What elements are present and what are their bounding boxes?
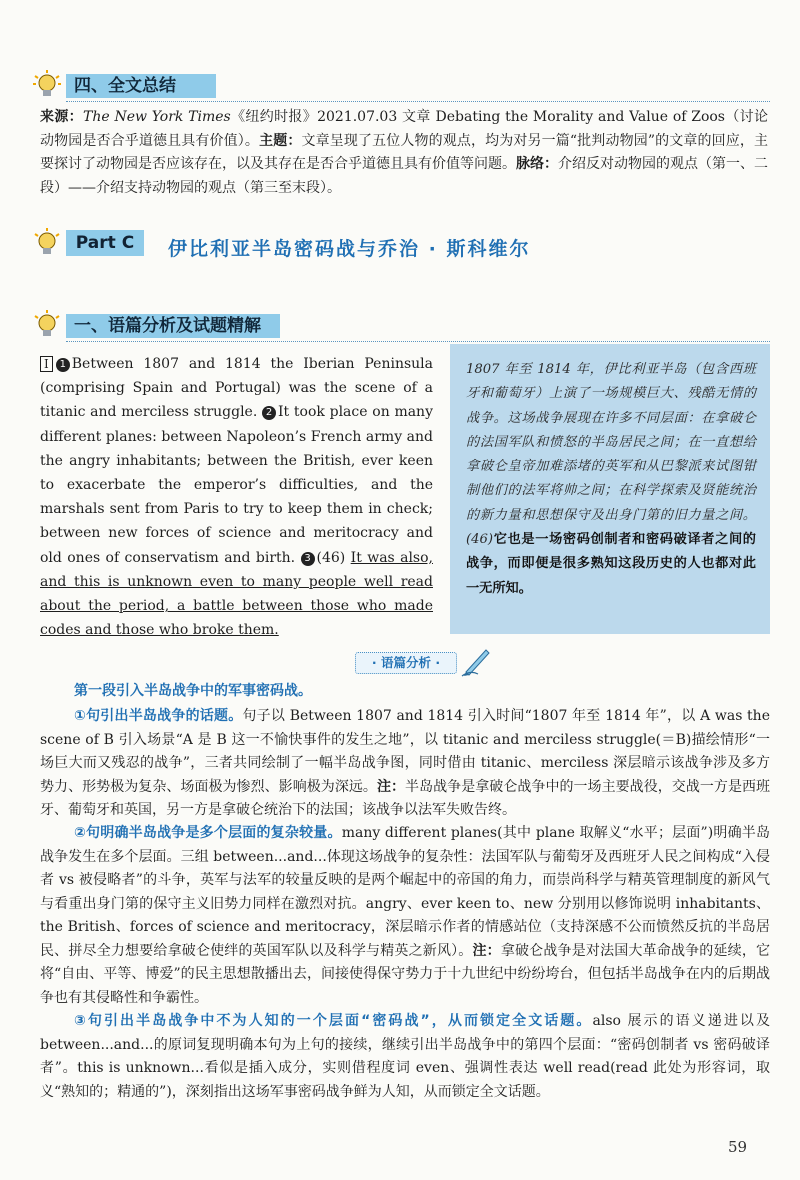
theme-label: 主题： [259, 132, 302, 149]
analysis-paragraph-summary [74, 680, 770, 704]
note-label: 注： [472, 942, 501, 959]
part-title: 伊比利亚半岛密码战与乔治 · 斯科维尔 [168, 238, 531, 260]
analysis-title: ①句引出半岛战争的话题。 [74, 708, 243, 724]
analysis-sentence-1 [40, 705, 770, 823]
question-number: (46) [316, 549, 346, 566]
paragraph-number: I [40, 356, 53, 372]
note-label: 注： [376, 778, 406, 795]
section-title: 四、全文总结 [66, 74, 216, 98]
summary-paragraph [40, 106, 768, 200]
divider [66, 101, 770, 102]
passage-paragraph [40, 352, 433, 642]
analysis-text: also 展示的语义递进以及 between...and...的原词复现明确本句为上句的接续，继续引出半岛战争中的第四个层面：“密码创制者 vs 密码破译者”。this is unknown...看似是插入成分，实则借程度词 even、强调性表达 well read(read 此处为形容词，取义“熟知的；精通的”)，深刻指出这场军事密码战争鲜为人知，从而锁定全文话题。 [40, 1013, 770, 1100]
translation-box [450, 344, 770, 634]
lightbulb-icon [30, 226, 64, 260]
sentence-number: 1 [56, 358, 70, 372]
outline-text: 介绍反对动物园的观点（第一、二段）——介绍支持动物园的观点（第三至末段）。 [40, 156, 768, 196]
sentence-1: Between 1807 and 1814 the Iberian Peninsula (comprising Spain and Portugal) was the scene of a titanic and merciless struggle. [40, 356, 433, 421]
sentence-2: It took place on many different planes: between Napoleon’s French army and the angry inhabitants; between the British, ever keen to exacerbate the emperor’s difficulties, and the marshals sent from Paris to try to keep them in check; between new forces of science and meritocracy and old ones of conservatism and birth. [40, 404, 433, 566]
part-label: Part C [66, 230, 144, 256]
section-title: 一、语篇分析及试题精解 [66, 314, 280, 338]
sentence-number: 2 [262, 406, 276, 420]
part-c-heading [30, 226, 770, 262]
note-text: 拿破仑战争是对法国大革命战争的延续，它将“自由、平等、博爱”的民主思想散播出去，间接使得保守势力于十九世纪中纷纷垮台，但包括半岛战争在内的后期战争也有其侵略性和争霸性。 [40, 942, 771, 1006]
lightbulb-icon [30, 308, 64, 342]
analysis-sentence-2 [40, 822, 770, 1010]
page-number: 59 [728, 1138, 748, 1156]
lightbulb-icon [30, 68, 64, 102]
analysis-sentence-3 [40, 1010, 770, 1104]
analysis-title: ③句引出半岛战争中不为人知的一个层面“密码战”，从而锁定全文话题。 [74, 1013, 593, 1029]
pen-icon [460, 644, 494, 678]
source-label: 来源： [40, 109, 84, 125]
section-analysis-heading [30, 308, 770, 344]
analysis-label: · 语篇分析 · [355, 652, 457, 674]
sentence-3: It was also, and this is unknown even to many people well read about the period, a battle between those who made codes and those who broke them. [40, 549, 433, 639]
source-text: 《纽约时报》2021.07.03 文章 Debating the Morality and Value of Zoos（讨论动物园是否合乎道德且具有价值）。 [40, 109, 769, 149]
analysis-text: many different planes(其中 plane 取解义“水平；层面”)明确半岛战争发生在多个层面。三组 between...and...体现这场战争的复杂性：法国军队与葡萄牙及西班牙人民之间构成“入侵者 vs 被侵略者”的斗争，英军与法军的较量反映的是两个崛起中的帝国的角力，而崇尚科学与精英管理制度的新风气与看重出身门第的保守主义旧势力同样在激烈对抗。angry、ever keen to、new 分别用以修饰说明 inhabitants、the British、forces of science and meritocracy，深层暗示作者的情感站位（支持深感不公而愤然反抗的半岛居民、拼尽全力想要给拿破仑使绊的英国军队以及科学与精英之新风）。 [40, 825, 770, 959]
note-text: 半岛战争是拿破仑战争中的一场主要战役，交战一方是西班牙、葡萄牙和英国，另一方是拿破仑统治下的法国；该战争以法军失败告终。 [40, 778, 771, 818]
translation-text: 1807 年至 1814 年，伊比利亚半岛（包含西班牙和葡萄牙）上演了一场规模巨大、残酷无情的战争。这场战争展现在许多不同层面：在拿破仑的法国军队和愤怒的半岛居民之间；在一直想给拿破仑皇帝加难添堵的英军和从巴黎派来试图钳制他们的法军将帅之间；在科学探索及贤能统治的新力量和思想保守及出身门第的旧力量之间。(46) [466, 362, 756, 548]
section-summary-heading [30, 68, 770, 104]
analysis-text: 句子以 Between 1807 and 1814 引入时间“1807 年至 1814 年”，以 A was the scene of B 引入场景“A 是 B 这一不愉快事件的发生之地”，以 titanic and merciless struggle(＝B)描绘情形“一场巨大而又残忍的战争”，三者共同绘制了一幅半岛战争图，同时借由 titanic、merciless 深层暗示该战争涉及多方势力、形势极为复杂、场面极为惨烈、影响极为深远。 [40, 708, 770, 795]
theme-text: 文章呈现了五位人物的观点，均为对另一篇“批判动物园”的文章的回应，主要探讨了动物园是否应该存在，以及其存在是否合乎道德且具有价值等问题。 [40, 132, 769, 172]
analysis-title: ②句明确半岛战争是多个层面的复杂较量。 [74, 825, 342, 841]
paragraph-summary: 第一段引入半岛战争中的军事密码战。 [74, 683, 312, 699]
sentence-number: 3 [301, 552, 315, 566]
outline-label: 脉络： [516, 156, 558, 172]
translation-answer: 它也是一场密码创制者和密码破译者之间的战争，而即便是很多熟知这段历史的人也都对此一无所知。 [466, 532, 756, 596]
divider [66, 341, 770, 342]
source-publication: The New York Times [83, 109, 231, 125]
